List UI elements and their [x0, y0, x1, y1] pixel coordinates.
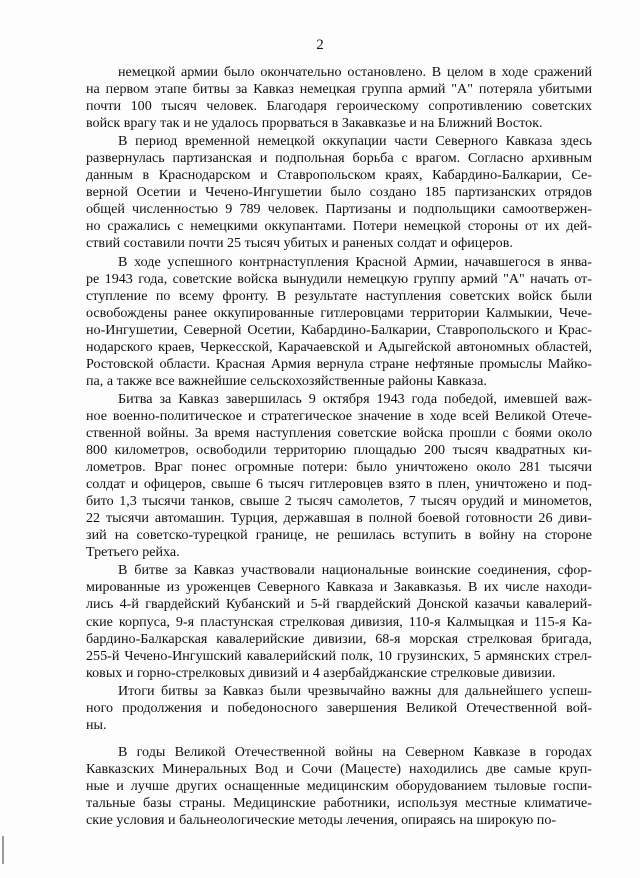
text-line: ские корпуса, 9-я пластунская стрелковая дивизия, 110-я Калмыцкая и 115-я Ка-: [86, 613, 592, 630]
paragraph: [86, 391, 592, 561]
text-line: бито 1,3 тысячи танков, свыше 2 тысяч самолетов, 7 тысяч орудий и минометов,: [86, 493, 592, 510]
text-line: верной Осетии и Чечено-Ингушетии было создано 185 партизанских отрядов: [86, 184, 592, 201]
text-line: В годы Великой Отечественной войны на Северном Кавказе в городах: [118, 743, 592, 760]
text-line: нодарского краев, Черкесской, Карачаевской и Адыгейской автономных областей,: [86, 338, 592, 355]
text-line: ного продолжения и победоносного завершения Великой Отечественной вой-: [86, 699, 592, 716]
text-line: В ходе успешного контрнаступления Красной Армии, начавшегося в янва-: [118, 253, 592, 270]
text-line: лометров. Враг понес огромные потери: было уничтожено около 281 тысячи: [86, 459, 592, 476]
text-line: ное военно-политическое и стратегическое значение в ходе всей Великой Отече-: [86, 407, 592, 424]
text-line: 255-й Чечено-Ингушский кавалерийский полк, 10 грузинских, 5 армянских стрел-: [86, 647, 592, 664]
text-line: ствий составили почти 25 тысяч убитых и раненых солдат и офицеров.: [86, 235, 513, 252]
text-line: ступление по всему фронту. В результате наступления советских войск были: [86, 287, 592, 304]
text-line: Третьего рейха.: [86, 544, 180, 561]
text-line: ре 1943 года, советские войска вынудили немецкую группу армий "А" начать от-: [86, 270, 592, 287]
paragraph: [86, 254, 592, 390]
text-line: тальные базы страны. Медицинские работники, используя местные климатиче-: [86, 794, 592, 811]
text-line: 800 километров, освободили территорию площадью 200 тысяч квадратных ки-: [86, 442, 592, 459]
paragraph: [86, 133, 592, 252]
text-line: общей численностью 9 789 человек. Партизаны и подпольщики самоотвержен-: [86, 201, 592, 218]
text-line: бардино-Балкарская кавалерийские дивизии, 68-я морская стрелковая бригада,: [86, 630, 592, 647]
text-line: данным в Краснодарском и Ставропольском краях, Кабардино-Балкарии, Се-: [86, 167, 592, 184]
paragraph: [86, 744, 592, 829]
text-line: войск врагу так и не удалось прорваться в Закавказье и на Ближний Восток.: [86, 115, 543, 132]
text-line: ственной войны. За время наступления советские войска прошли с боями около: [86, 424, 592, 441]
page-number: 2: [316, 37, 324, 53]
text-line: В период временной немецкой оккупации части Северного Кавказа здесь: [118, 133, 592, 150]
text-line: солдат и офицеров, свыше 6 тысяч гитлеровцев взято в плен, уничтожено и под-: [86, 476, 592, 493]
text-line: развернулась партизанская и подпольная борьба с врагом. Согласно архивным: [86, 150, 592, 167]
text-line: Кавказских Минеральных Вод и Сочи (Мацесте) находились две самые круп-: [86, 760, 592, 777]
text-line: почти 100 тысяч человек. Благодаря героическому сопротивлению советских: [86, 98, 592, 115]
text-line: зий на советско-турецкой границе, не решилась вступить в войну на стороне: [86, 527, 592, 544]
paragraph: [86, 683, 592, 734]
document-body: [86, 64, 592, 829]
text-line: но-Ингушетии, Северной Осетии, Кабардино-Балкарии, Ставропольского и Крас-: [86, 321, 592, 338]
text-line: немецкой армии было окончательно остановлено. В целом в ходе сражений: [118, 64, 592, 80]
scan-edge-mark: [2, 836, 4, 864]
text-line: ны.: [86, 716, 107, 733]
text-line: лись 4-й гвардейский Кубанский и 5-й гвардейский Донской казачьи кавалерий-: [86, 596, 592, 613]
text-line: 22 тысячи автомашин. Турция, державшая в полной боевой готовности 26 диви-: [86, 510, 592, 527]
text-line: В битве за Кавказ участвовали национальные воинские соединения, сфор-: [118, 562, 592, 579]
text-line: ковых и горно-стрелковых дивизий и 4 азербайджанские стрелковые дивизии.: [86, 664, 556, 681]
text-line: на первом этапе битвы за Кавказ немецкая группа армий "А" потеряла убитыми: [86, 81, 592, 98]
text-line: ные и лучше других оснащенные медицинским оборудованием тыловые госпи-: [86, 777, 592, 794]
text-line: мированные из уроженцев Северного Кавказа и Закавказья. В их числе находи-: [86, 579, 592, 596]
text-line: но сражались с немецкими оккупантами. Потери немецкой стороны от их дей-: [86, 218, 592, 235]
text-line: освобождены ранее оккупированные гитлеровцами территории Калмыкии, Чече-: [86, 304, 592, 321]
text-line: Ростовской области. Красная Армия вернула стране нефтяные промыслы Майко-: [86, 355, 592, 372]
text-line: па, а также все важнейшие сельскохозяйственные районы Кавказа.: [86, 372, 487, 389]
paragraph: [86, 64, 592, 132]
text-line: Битва за Кавказ завершилась 9 октября 1943 года победой, имевшей важ-: [118, 390, 592, 407]
paragraph: [86, 562, 592, 681]
text-line: Итоги битвы за Кавказ были чрезвычайно важны для дальнейшего успеш-: [118, 682, 592, 699]
text-line: ские условия и бальнеологические методы лечения, опираясь на широкую по-: [86, 812, 557, 829]
